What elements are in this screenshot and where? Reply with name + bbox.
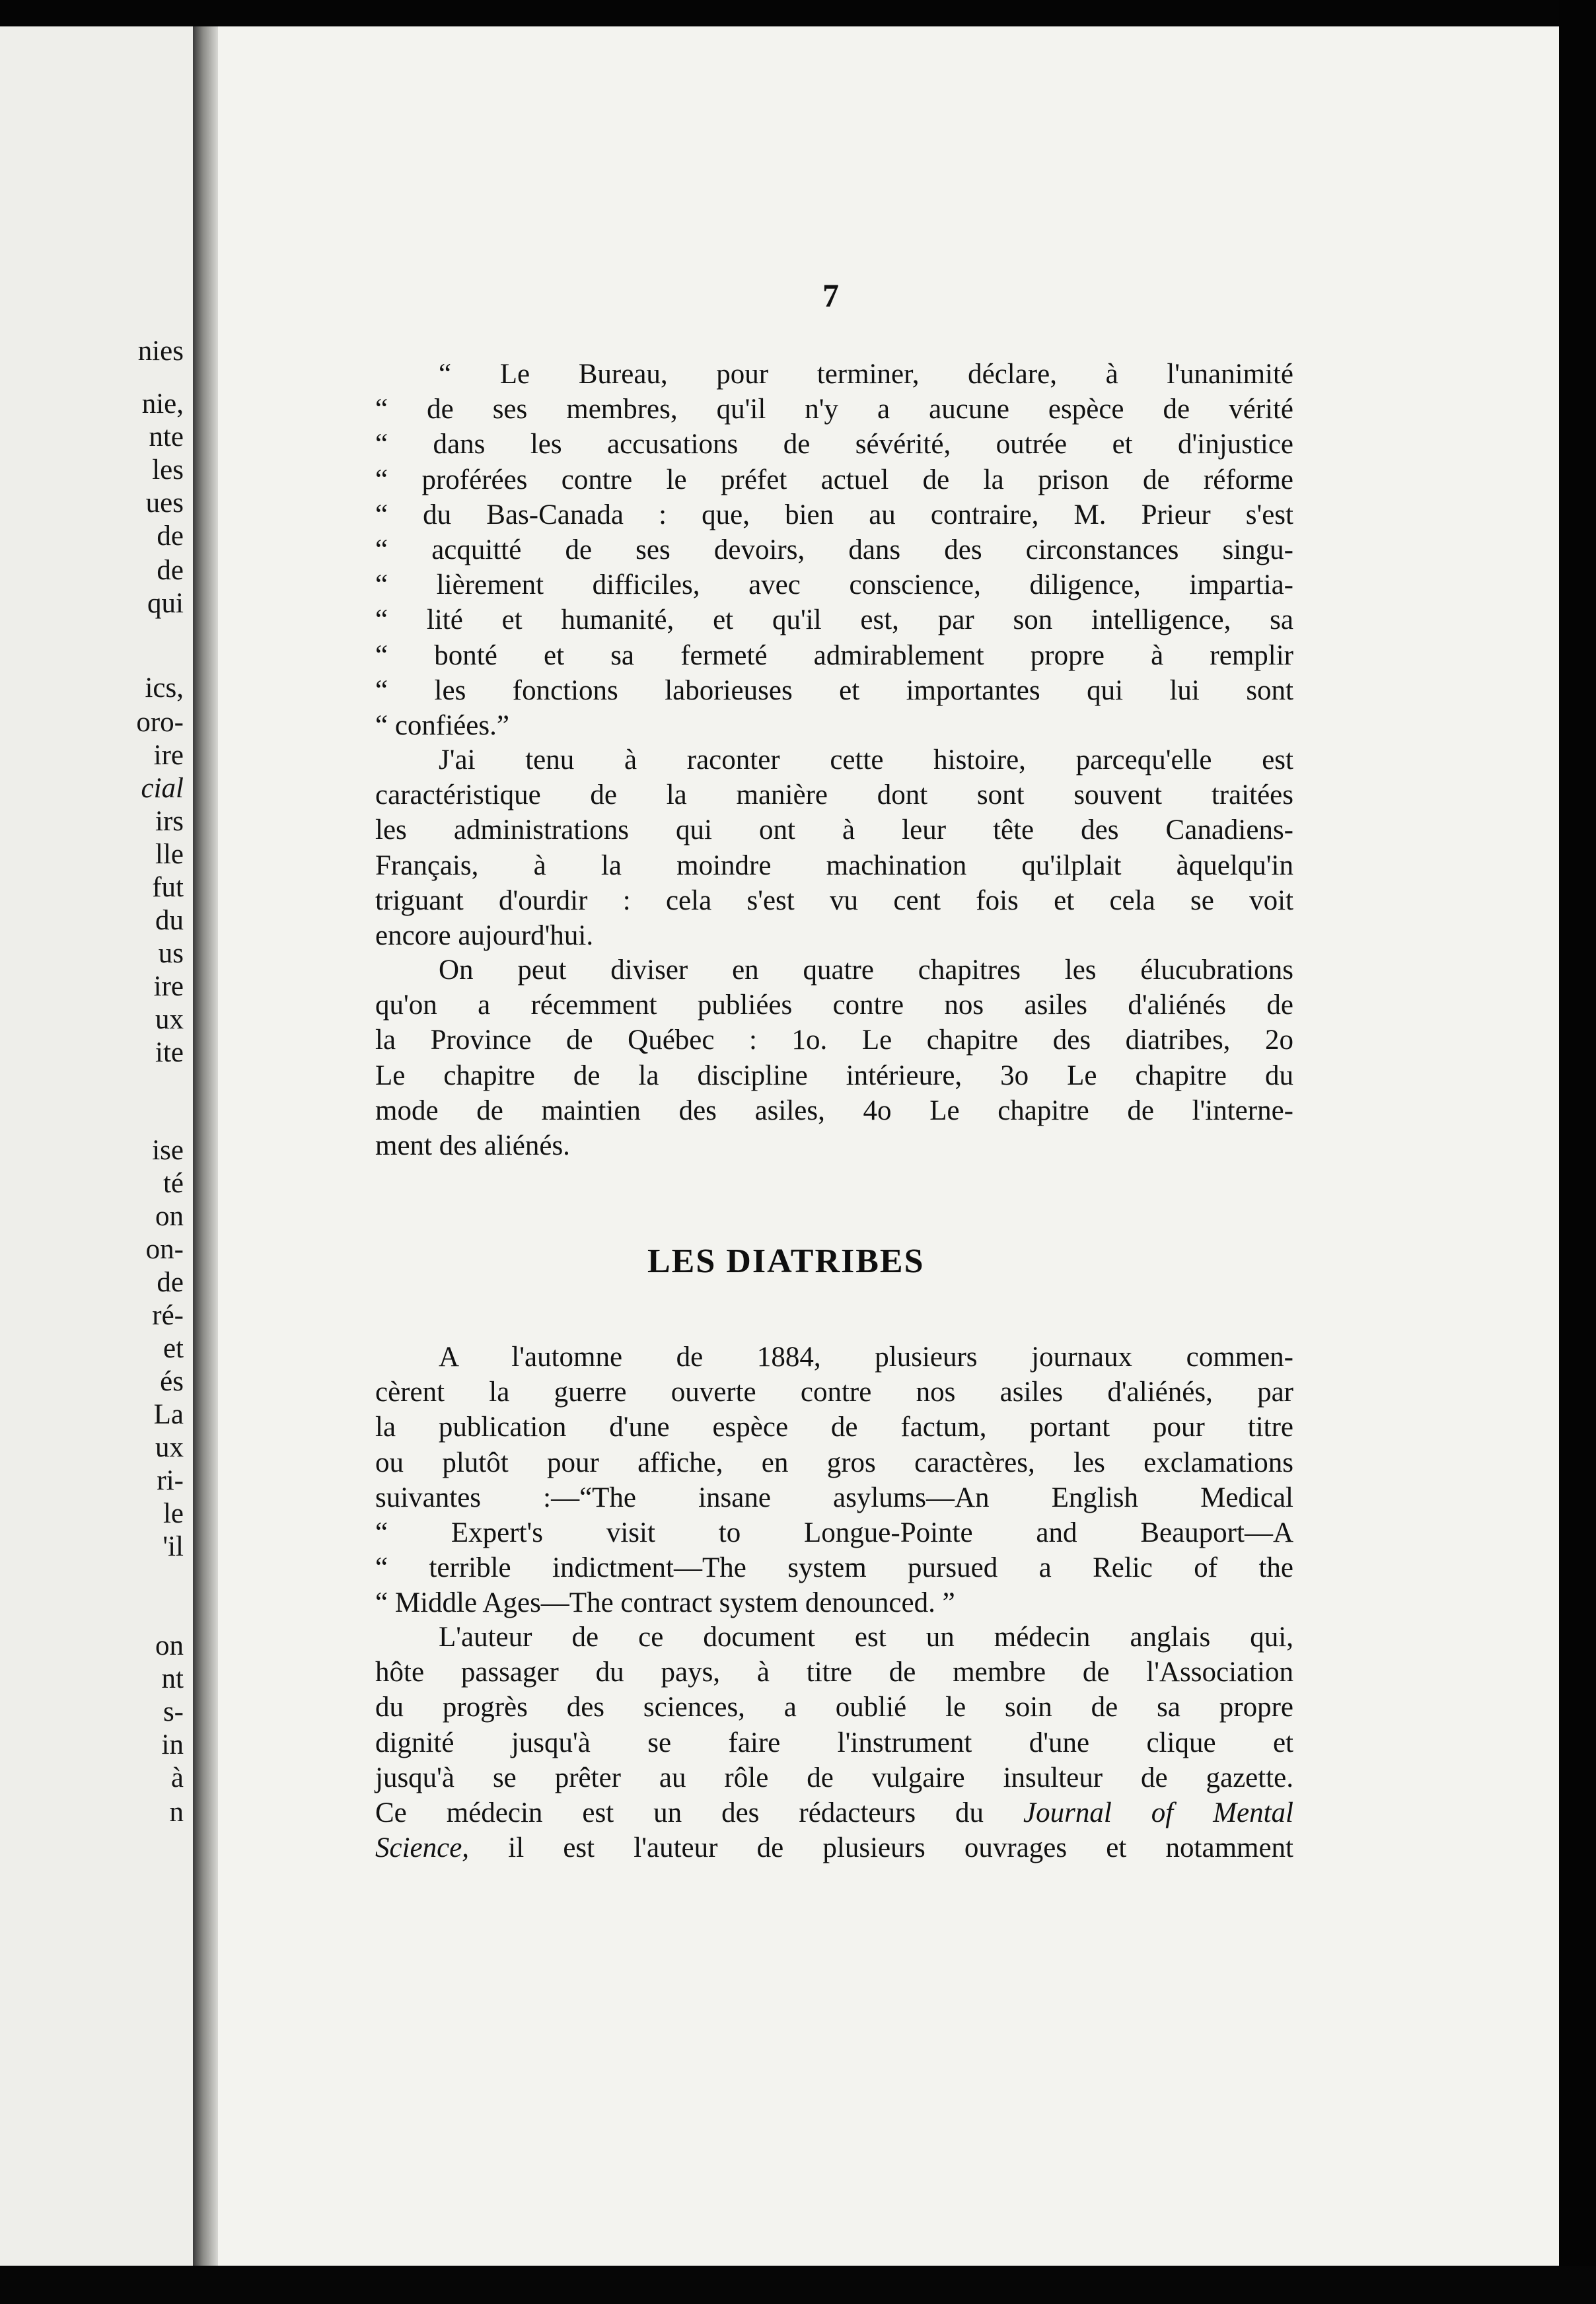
scan-right-border <box>1559 0 1596 2304</box>
paragraph <box>375 742 1293 953</box>
text-line: cèrent la guerre ouverte contre nos asiles d'aliénés, par <box>375 1377 1293 1408</box>
text-line: la publication d'une espèce de factum, portant pour titre <box>375 1412 1293 1443</box>
facing-page-fragment: s- <box>163 1696 184 1727</box>
text-line <box>375 1830 1293 1865</box>
text-line: On peut diviser en quatre chapitres les élucubrations <box>439 954 1293 986</box>
text-line: suivantes :—“The insane asylums—An English Medical <box>375 1482 1293 1513</box>
facing-page-fragment: irs <box>155 806 184 837</box>
text-line: “ de ses membres, qu'il n'y a aucune espèce de vérité <box>375 394 1293 425</box>
text-line: “ acquitté de ses devoirs, dans des circonstances singu- <box>375 534 1293 566</box>
book-gutter <box>193 26 218 2266</box>
facing-page-fragment: lle <box>155 839 184 870</box>
facing-page-fragment: nt <box>161 1663 184 1694</box>
journal-title: Science, <box>375 1832 470 1864</box>
section-heading: LES DIATRIBES <box>647 1242 925 1280</box>
text-line: J'ai tenu à raconter cette histoire, parcequ'elle est <box>439 744 1293 775</box>
facing-page-fragment: ire <box>153 740 184 771</box>
facing-page-fragment: nies <box>137 336 184 367</box>
facing-page-fragment: ré- <box>152 1300 184 1331</box>
facing-page-fragment: les <box>152 454 184 486</box>
facing-page-fragment: ite <box>155 1037 184 1068</box>
page-number: 7 <box>822 277 839 314</box>
text-segment: il est l'auteur de plusieurs ouvrages et notamment <box>508 1832 1294 1864</box>
text-line: L'auteur de ce document est un médecin anglais qui, <box>439 1622 1293 1653</box>
facing-page-fragment: ire <box>153 971 184 1002</box>
text-line: jusqu'à se prêter au rôle de vulgaire insulteur de gazette. <box>375 1762 1293 1793</box>
facing-page-fragment: ues <box>145 487 184 519</box>
text-line: “ lité et humanité, et qu'il est, par son intelligence, sa <box>375 604 1293 636</box>
text-line: caractéristique de la manière dont sont souvent traitées <box>375 779 1293 811</box>
text-line: “ Le Bureau, pour terminer, déclare, à l'unanimité <box>439 359 1293 390</box>
text-line: ou plutôt pour affiche, en gros caractères, les exclamations <box>375 1447 1293 1478</box>
journal-title: Journal of Mental <box>1023 1797 1294 1829</box>
quoted-statement <box>375 357 1293 743</box>
paragraph <box>375 953 1293 1163</box>
facing-page-fragment: La <box>153 1399 184 1430</box>
facing-page-fragment: in <box>161 1729 184 1760</box>
text-line <box>375 1795 1293 1830</box>
paragraph <box>375 1620 1293 1865</box>
facing-page-fragment: n <box>169 1797 184 1828</box>
facing-page-fragment: le <box>163 1498 184 1529</box>
facing-page-fragment: à <box>170 1762 184 1793</box>
facing-page-fragment: té <box>163 1168 184 1199</box>
facing-page-fragment: és <box>160 1366 184 1397</box>
text-line: “ terrible indictment—The system pursued a Relic of the <box>375 1552 1293 1584</box>
facing-page-fragment: ux <box>155 1004 184 1035</box>
facing-page-fragment: us <box>158 938 184 969</box>
text-line: “ bonté et sa fermeté admirablement propre à remplir <box>375 639 1293 671</box>
text-line: Français, à la moindre machination qu'ilplait àquelqu'in <box>375 849 1293 881</box>
text-line: qu'on a récemment publiées contre nos asiles d'aliénés de <box>375 990 1293 1021</box>
text-line: “ du Bas-Canada : que, bien au contraire, M. Prieur s'est <box>375 499 1293 530</box>
facing-page-edge <box>0 26 198 2266</box>
text-line: “ Middle Ages—The contract system denounced. ” <box>375 1587 955 1619</box>
facing-page-fragment: du <box>155 905 184 936</box>
text-line: hôte passager du pays, à titre de membre de l'Association <box>375 1657 1293 1688</box>
facing-page-fragment: fut <box>152 872 184 903</box>
text-line: dignité jusqu'à se faire l'instrument d'une clique et <box>375 1727 1293 1758</box>
facing-page-fragment: on <box>155 1201 184 1232</box>
text-line: ment des aliénés. <box>375 1130 570 1162</box>
text-line: “ Expert's visit to Longue-Pointe and Beauport—A <box>375 1517 1293 1549</box>
facing-page-fragment: qui <box>147 588 184 619</box>
text-line: triguant d'ourdir : cela s'est vu cent fois et cela se voit <box>375 884 1293 916</box>
text-line: encore aujourd'hui. <box>375 920 594 952</box>
facing-page-fragment: 'il <box>163 1531 184 1562</box>
text-line: les administrations qui ont à leur tête des Canadiens- <box>375 814 1293 846</box>
facing-page-fragment: ux <box>155 1432 184 1463</box>
text-line: “ dans les accusations de sévérité, outrée et d'injustice <box>375 429 1293 460</box>
facing-page-fragment: de <box>157 1267 184 1298</box>
text-line: Le chapitre de la discipline intérieure, 3o Le chapitre du <box>375 1060 1293 1091</box>
text-line: du progrès des sciences, a oublié le soin de sa propre <box>375 1692 1293 1723</box>
text-line: “ proférées contre le préfet actuel de la prison de réforme <box>375 464 1293 495</box>
facing-page-fragment: et <box>163 1333 184 1364</box>
facing-page-fragment: nte <box>149 421 184 452</box>
text-line: mode de maintien des asiles, 4o Le chapitre de l'interne- <box>375 1095 1293 1126</box>
text-line: “ lièrement difficiles, avec conscience, diligence, impartia- <box>375 569 1293 601</box>
paragraph <box>375 1340 1293 1621</box>
facing-page-fragment: ise <box>152 1135 184 1166</box>
facing-page-fragment: on- <box>145 1234 184 1265</box>
facing-page-fragment: cial <box>141 773 184 804</box>
text-segment: Ce médecin est un des rédacteurs du <box>375 1797 984 1829</box>
facing-page-fragment: de <box>157 521 184 552</box>
text-line: la Province de Québec : 1o. Le chapitre des diatribes, 2o <box>375 1025 1293 1056</box>
text-line: A l'automne de 1884, plusieurs journaux commen- <box>439 1342 1293 1373</box>
facing-page-fragment: nie, <box>141 388 184 419</box>
facing-page-fragment: oro- <box>136 707 184 738</box>
text-line: “ les fonctions laborieuses et importantes qui lui sont <box>375 674 1293 706</box>
text-line: “ confiées.” <box>375 710 509 742</box>
facing-page-fragment: on <box>155 1630 184 1661</box>
facing-page-fragment: de <box>157 555 184 586</box>
scan-bottom-border <box>0 2266 1596 2304</box>
facing-page-fragment: ri- <box>157 1465 184 1496</box>
facing-page-fragment: ics, <box>145 672 184 703</box>
